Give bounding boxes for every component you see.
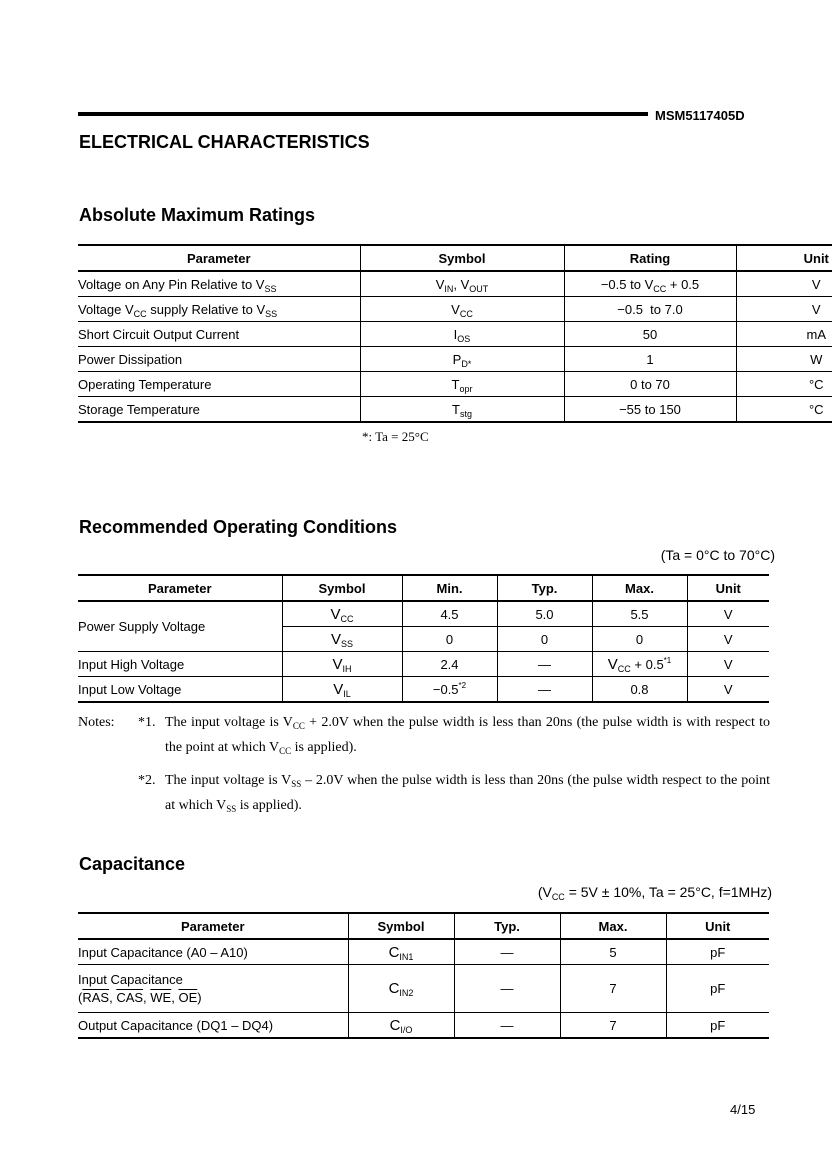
typ-cell: — [454, 1013, 560, 1039]
max-cell: 0.8 [592, 677, 687, 703]
capacitance-table [78, 912, 769, 1039]
table-header-row [78, 575, 769, 601]
unit-cell: mA [736, 322, 832, 347]
symbol-cell: $V_{IH}$ [282, 652, 402, 677]
note-item [78, 710, 770, 760]
unit-cell: pF [666, 1013, 769, 1039]
rec-op-condition: (Ta = 0°C to 70°C) [660, 547, 775, 563]
rec-op-notes [78, 710, 770, 826]
unit-cell: V [687, 627, 769, 652]
param-cell [78, 965, 348, 1013]
notes-label: Notes: [78, 715, 115, 730]
abs-max-footnote: *: Ta = 25°C [362, 429, 429, 444]
col-header-symbol: Symbol [360, 245, 564, 271]
typ-cell: 0 [497, 627, 592, 652]
symbol-cell: $V_{IN}$, $V_{OUT}$ [360, 271, 564, 297]
abs-max-title: Absolute Maximum Ratings [79, 205, 316, 225]
table-row [78, 271, 832, 297]
rating-cell: −55 to 150 [564, 397, 736, 423]
table-row [78, 372, 832, 397]
symbol-cell: $T_{stg}$ [360, 397, 564, 423]
col-header-parameter: Parameter [78, 575, 282, 601]
unit-cell: pF [666, 965, 769, 1013]
col-header-parameter: Parameter [78, 245, 360, 271]
rec-op-table [78, 574, 769, 703]
rating-cell: −0.5 to $V_{CC} + 0.5$ [564, 271, 736, 297]
symbol-cell: $P_{D*}$ [360, 347, 564, 372]
table-row [78, 965, 769, 1013]
col-header-unit: Unit [736, 245, 832, 271]
unit-cell: V [687, 601, 769, 627]
table-header-row [78, 245, 832, 271]
table-row [78, 347, 832, 372]
param-cell: Power Supply Voltage [78, 601, 282, 652]
col-header-max: Max. [560, 913, 666, 939]
unit-cell: °C [736, 397, 832, 423]
col-header-min: Min. [402, 575, 497, 601]
table-header-row [78, 913, 769, 939]
table-row [78, 652, 769, 677]
symbol-cell: $C_{I/O}$ [348, 1013, 454, 1039]
param-cell: Power Dissipation [78, 347, 360, 372]
min-cell: 2.4 [402, 652, 497, 677]
typ-cell: — [454, 965, 560, 1013]
table-row [78, 939, 769, 965]
capacitance-condition: ($V_{CC} = 5V \pm 10\%$, Ta = 25°C, f=1MHz) [537, 884, 772, 902]
typ-cell: 5.0 [497, 601, 592, 627]
param-cell: Input Capacitance (A0 – A10) [78, 939, 348, 965]
symbol-cell: $V_{CC}$ [282, 601, 402, 627]
col-header-parameter: Parameter [78, 913, 348, 939]
symbol-cell: $V_{IL}$ [282, 677, 402, 703]
header-rule [78, 112, 648, 116]
param-cell: Short Circuit Output Current [78, 322, 360, 347]
param-cell: Voltage $V_{CC}$ supply Relative to $V_{SS}$ [78, 297, 360, 322]
note-text: The input voltage is $V_{CC} + 2.0V$ when the pulse width is less than 20ns (the pulse width is with respect to the point at which $V_{CC}$ is applied). [165, 715, 771, 756]
table-row [78, 677, 769, 703]
min-cell: 4.5 [402, 601, 497, 627]
note-number: *2. [138, 773, 156, 788]
param-cell: Input High Voltage [78, 652, 282, 677]
unit-cell: V [736, 271, 832, 297]
min-cell: $-0.5^{*2}$ [402, 677, 497, 703]
abs-max-table [78, 244, 832, 423]
table-row [78, 1013, 769, 1039]
rating-cell: −0.5 to 7.0 [564, 297, 736, 322]
symbol-cell: $I_{OS}$ [360, 322, 564, 347]
col-header-symbol: Symbol [348, 913, 454, 939]
page-number: 4/15 [730, 1102, 756, 1117]
param-cell: Storage Temperature [78, 397, 360, 423]
symbol-cell: $V_{CC}$ [360, 297, 564, 322]
typ-cell: — [497, 652, 592, 677]
table-row [78, 601, 769, 627]
max-cell: 7 [560, 1013, 666, 1039]
document-id: MSM5117405D [655, 108, 745, 123]
table-row [78, 397, 832, 423]
unit-cell: W [736, 347, 832, 372]
unit-cell: V [736, 297, 832, 322]
note-text: The input voltage is $V_{SS} - 2.0V$ when the pulse width is less than 20ns (the pulse width respect to the point at which $V_{SS}$ is applied). [165, 773, 770, 814]
table-row [78, 322, 832, 347]
param-cell: Output Capacitance (DQ1 – DQ4) [78, 1013, 348, 1039]
table-row [78, 297, 832, 322]
unit-cell: °C [736, 372, 832, 397]
note-item [78, 768, 770, 818]
note-number: *1. [138, 715, 156, 730]
col-header-unit: Unit [687, 575, 769, 601]
rating-cell: 0 to 70 [564, 372, 736, 397]
rating-cell: 50 [564, 322, 736, 347]
capacitance-title: Capacitance [79, 854, 186, 874]
param-cell: Input Low Voltage [78, 677, 282, 703]
max-cell: 5.5 [592, 601, 687, 627]
param-cell: Voltage on Any Pin Relative to $V_{SS}$ [78, 271, 360, 297]
col-header-typ: Typ. [497, 575, 592, 601]
col-header-unit: Unit [666, 913, 769, 939]
symbol-cell: $T_{opr}$ [360, 372, 564, 397]
rec-op-title: Recommended Operating Conditions [79, 517, 398, 537]
col-header-max: Max. [592, 575, 687, 601]
max-cell: 7 [560, 965, 666, 1013]
unit-cell: pF [666, 939, 769, 965]
col-header-typ: Typ. [454, 913, 560, 939]
typ-cell: — [497, 677, 592, 703]
page-title: ELECTRICAL CHARACTERISTICS [79, 132, 370, 152]
symbol-cell: $C_{IN1}$ [348, 939, 454, 965]
param-cell: Operating Temperature [78, 372, 360, 397]
unit-cell: V [687, 677, 769, 703]
max-cell: 5 [560, 939, 666, 965]
max-cell: $V_{CC} + 0.5^{*1}$ [592, 652, 687, 677]
param-line: Input Capacitance [78, 971, 183, 987]
symbol-cell: $V_{SS}$ [282, 627, 402, 652]
min-cell: 0 [402, 627, 497, 652]
rating-cell: 1 [564, 347, 736, 372]
symbol-cell: $C_{IN2}$ [348, 965, 454, 1013]
col-header-symbol: Symbol [282, 575, 402, 601]
col-header-rating: Rating [564, 245, 736, 271]
param-line: ($\overline{RAS}$, $\overline{CAS}$, $\overline{WE}$, $\overline{OE}$) [78, 989, 202, 1005]
unit-cell: V [687, 652, 769, 677]
typ-cell: — [454, 939, 560, 965]
max-cell: 0 [592, 627, 687, 652]
